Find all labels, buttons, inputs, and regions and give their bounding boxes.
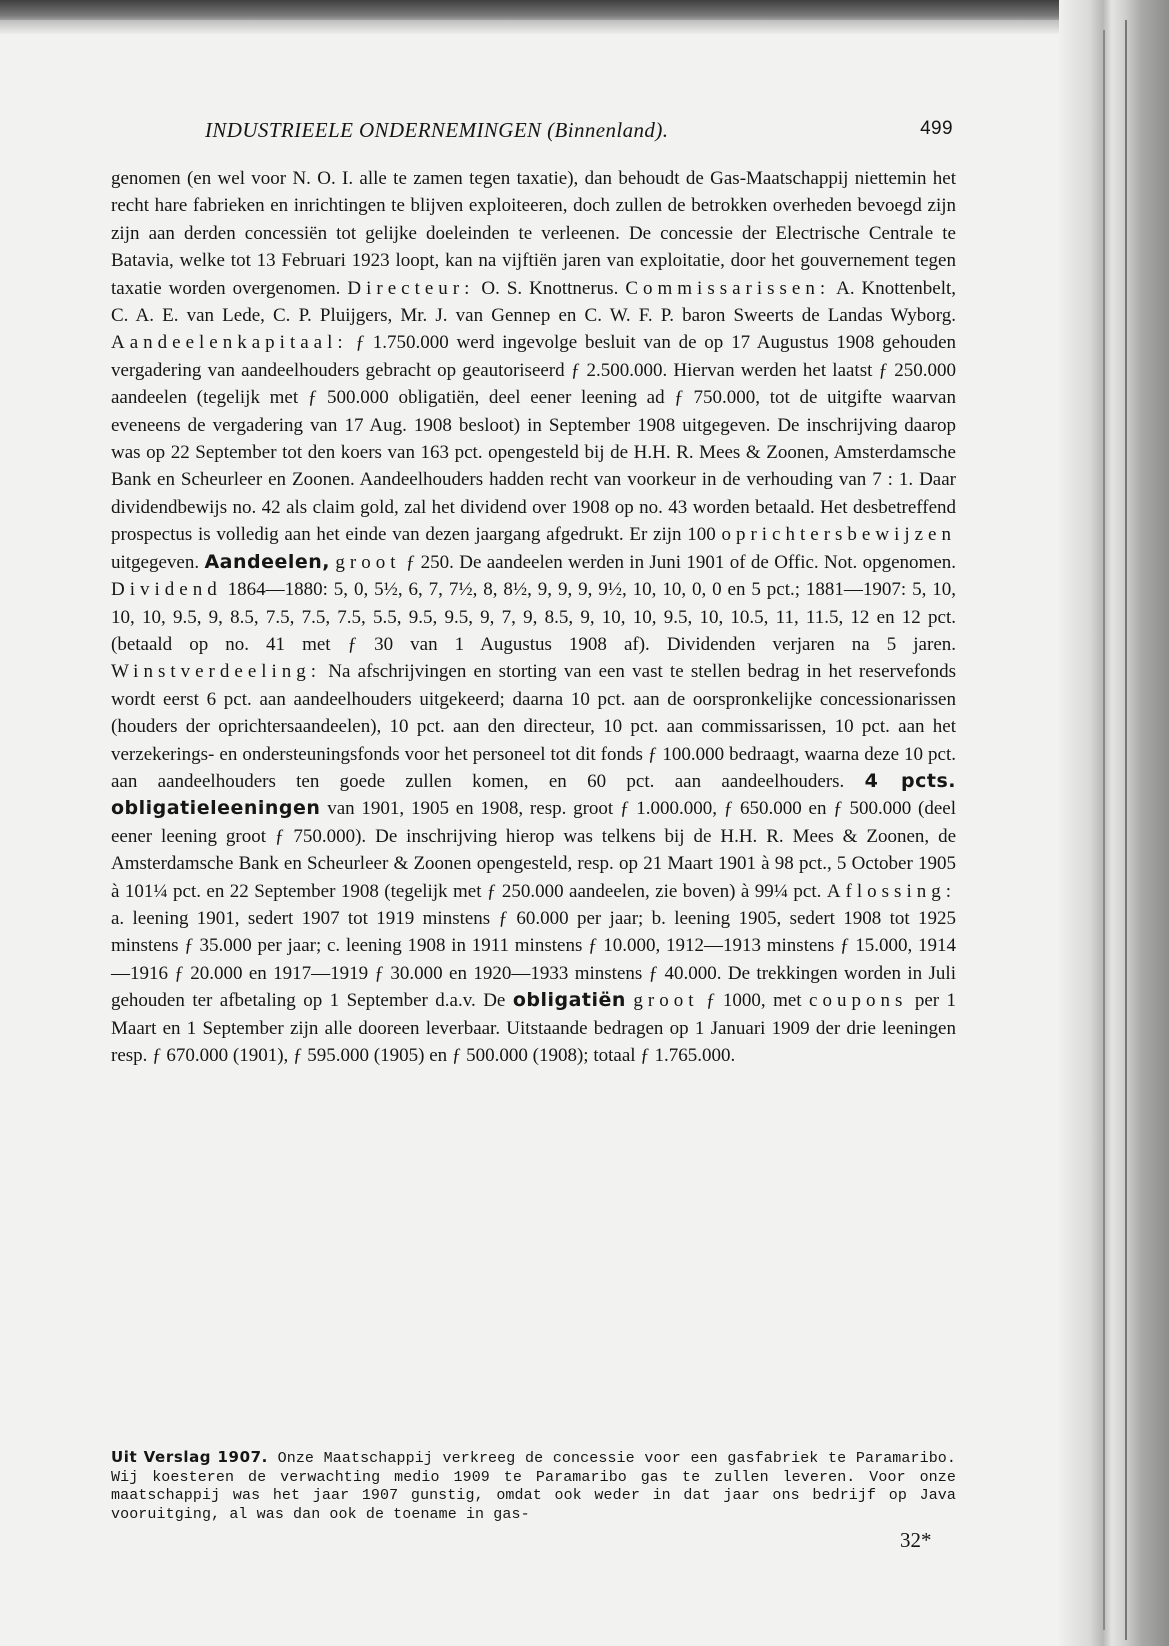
- label-dividend: Dividend: [111, 579, 222, 601]
- text-intro: genomen (en wel voor N. O. I. alle te zamen tegen taxatie), dan behoudt de Gas-Maatschappij niettemin het recht hare fabrieken en inrichtingen te blijven exploiteeren, doch zullen de betrokken overheden bevoegd zijn zijn aan derden concessiën tot gelijke doeleinden te verleenen. De concessie der Electrische Centrale te Batavia, welke tot 13 Februari 1923 loopt, kan na vijftiën jaren van exploitatie, door het gouvernement tegen taxatie worden overgenomen.: [111, 168, 956, 299]
- label-commissarissen: Commissarissen:: [625, 277, 831, 299]
- label-winstverdeeling: Winstverdeeling:: [111, 661, 322, 683]
- text-oprichtersbewijzen: uitgegeven.: [111, 551, 200, 573]
- text-aandeelen: ƒ 250. De aandeelen werden in Juni 1901 of de Offic. Not. opgenomen.: [405, 551, 957, 573]
- main-paragraph: [111, 165, 956, 1069]
- text-commissarissen: A. Knottenbelt, C. A. E. van Lede, C. P. Pluijgers, Mr. J. van Gennep en C. W. F. P. baron Sweerts de Landas Wyborg.: [111, 277, 956, 327]
- signature-mark: 32*: [900, 1528, 932, 1552]
- text-coupons: per 1 Maart en 1 September zijn alle dooreen leverbaar. Uitstaande bedragen op 1 Januari 1909 der drie leeningen resp. ƒ 670.000 (1901), ƒ 595.000 (1905) en ƒ 500.000 (1908); totaal ƒ 1.765.000.: [111, 990, 957, 1066]
- label-obligatieleeningen: 4 pcts. obligatieleeningen: [111, 769, 956, 820]
- text-obligatieleeningen: van 1901, 1905 en 1908, resp. groot ƒ 1.000.000, ƒ 650.000 en ƒ 500.000 (deel eener leening groot ƒ 750.000). De inschrijving hierop was telkens bij de H.H. R. Mees & Zoonen, de Amsterdamsche Bank en Scheurleer & Zoonen opengesteld, resp. op 21 Maart 1901 à 98 pct., 5 October 1905 à 101¼ pct. en 22 September 1908 (tegelijk met ƒ 250.000 aandeelen, zie boven) à 99¼ pct.: [111, 798, 956, 902]
- text-obligatien: ƒ 1000, met: [705, 990, 802, 1012]
- running-title-main: INDUSTRIEELE ONDERNEMINGEN: [205, 118, 542, 142]
- text-dividend: 1864—1880: 5, 0, 5½, 6, 7, 7½, 8, 8½, 9, 9, 9, 9½, 10, 10, 0, 0 en 5 pct.; 1881—1907: 5, 10, 10, 10, 9.5, 9, 8.5, 7.5, 7.5, 7.5, 5.5, 9.5, 9.5, 9, 7, 9, 8.5, 9, 10, 10, 9.5, 10, 10.5, 11, 11.5, 12 en 12 pct. (betaald op no. 41 met ƒ 30 van 1 Augustus 1908 af). Dividenden verjaren na 5 jaren.: [111, 579, 956, 655]
- label-oprichtersbewijzen: oprichtersbewijzen: [721, 524, 956, 546]
- label-groot: groot: [335, 551, 401, 573]
- label-coupons: coupons: [809, 990, 908, 1012]
- text-aflossing: a. leening 1901, sedert 1907 tot 1919 minstens ƒ 60.000 per jaar; b. leening 1905, sedert 1908 tot 1925 minstens ƒ 35.000 per jaar; c. leening 1908 in 1911 minstens ƒ 10.000, 1912—1913 minstens ƒ 15.000, 1914—1916 ƒ 20.000 en 1917—1919 ƒ 30.000 en 1920—1933 minstens ƒ 40.000. De trekkingen worden in Juli gehouden ter afbetaling op 1 September d.a.v. De: [111, 907, 956, 1012]
- page-header: [205, 118, 953, 148]
- text-aandeelenkapitaal: ƒ 1.750.000 werd ingevolge besluit van de op 17 Augustus 1908 gehouden vergadering van aandeelhouders gebracht op geautoriseerd ƒ 2.500.000. Hiervan werden het laatst ƒ 250.000 aandeelen (tegelijk met ƒ 500.000 obligatiën, deel eener leening ad ƒ 750.000, tot de uitgifte waarvan eveneens de vergadering van 17 Aug. 1908 besloot) in September 1908 uitgegeven. De inschrijving daarop was op 22 September tot den koers van 163 pct. opengesteld bij de H.H. R. Mees & Zoonen, Amsterdamsche Bank en Scheurleer en Zoonen. Aandeelhouders hadden recht van voorkeur in de verhouding van 7 : 1. Daar dividendbewijs no. 42 als claim gold, zal het dividend over 1908 op no. 43 worden betaald. Het desbetreffend prospectus is volledig aan het einde van dezen jaargang afgedrukt. Er zijn 100: [111, 332, 957, 546]
- label-obligatien: obligatiën: [512, 989, 626, 1012]
- label-aandeelenkapitaal: Aandeelenkapitaal:: [111, 332, 348, 354]
- running-title-section: (Binnenland).: [547, 118, 669, 142]
- label-aflossing: Aflossing:: [826, 880, 957, 902]
- verslag-text: Onze Maatschappij verkreeg de concessie voor een gasfabriek te Paramaribo. Wij koesteren de verwachting medio 1909 te Paramaribo gas te zullen leveren. Voor onze maatschappij was het jaar 1907 gunstig, omdat ook weder in dat jaar ons bedrijf op Java vooruitging, al was dan ook de toename in gas-: [111, 1450, 957, 1523]
- label-groot-2: groot: [633, 990, 699, 1012]
- text-winstverdeeling: Na afschrijvingen en storting van een vast te stellen bedrag in het reservefonds wordt eerst 6 pct. aan aandeelhouders uitgekeerd; daarna 10 pct. aan de oorspronkelijke concessionarissen (houders der oprichtersaandeelen), 10 pct. aan den directeur, 10 pct. aan commissarissen, 10 pct. aan het verzekerings- en ondersteuningsfonds voor het personeel tot dit fonds ƒ 100.000 bedraagt, waarna deze 10 pct. aan aandeelhouders ten goede zullen komen, en 60 pct. aan aandeelhouders.: [111, 661, 957, 792]
- label-aandeelen: Aandeelen,: [204, 550, 331, 573]
- text-directeur: O. S. Knottnerus.: [481, 277, 619, 299]
- page-number: 499: [920, 118, 953, 139]
- running-title: [205, 118, 668, 143]
- verslag-paragraph: [111, 1448, 956, 1524]
- label-directeur: Directeur:: [347, 277, 475, 299]
- verslag-label: Uit Verslag 1907.: [111, 1448, 268, 1466]
